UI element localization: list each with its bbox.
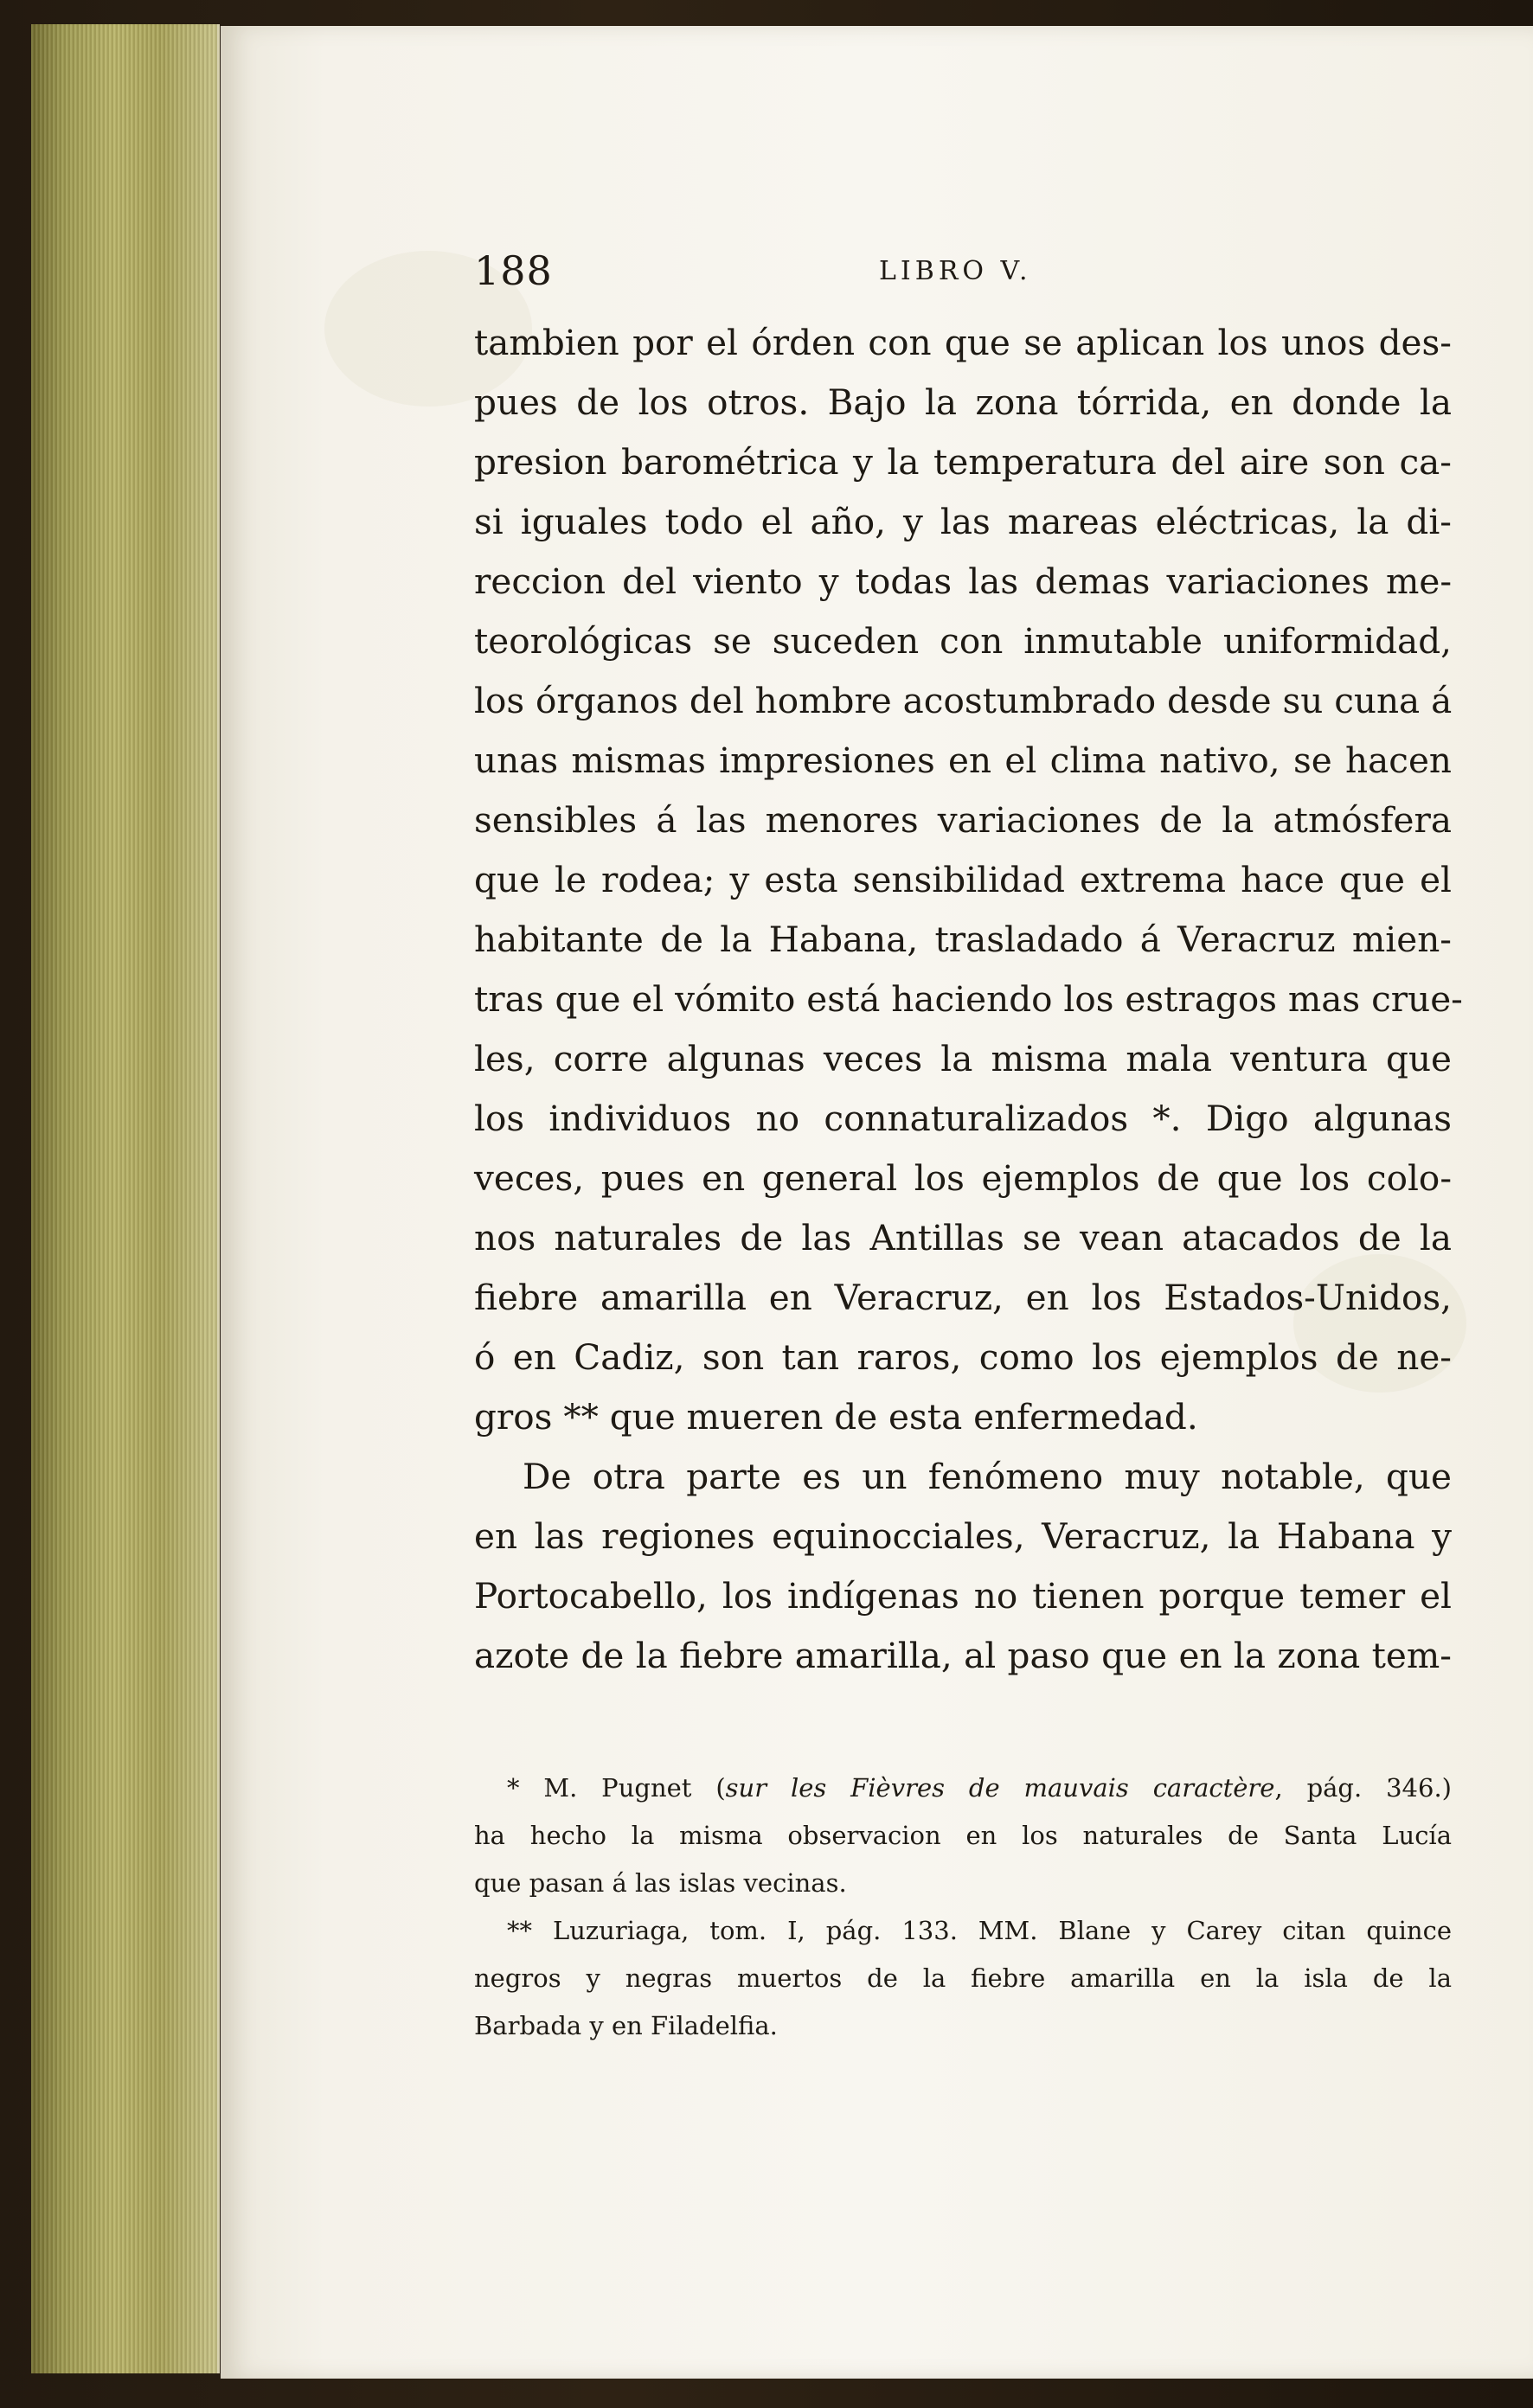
body-line: si iguales todo el año, y las mareas eléctricas, la di- bbox=[474, 501, 1452, 542]
body-line: nos naturales de las Antillas se vean atacados de la bbox=[474, 1217, 1452, 1258]
footnote-1-text: * M. Pugnet ( bbox=[507, 1773, 726, 1803]
body-line: tambien por el órden con que se aplican los unos des- bbox=[474, 322, 1452, 363]
body-text bbox=[474, 313, 1463, 1686]
footnote-1-title: sur les Fièvres de mauvais caractère bbox=[725, 1773, 1275, 1803]
footnote-2-line: ** Luzuriaga, tom. I, pág. 133. MM. Blane y Carey citan quince bbox=[507, 1916, 1452, 1945]
body-line: veces, pues en general los ejemplos de que los colo- bbox=[474, 1157, 1452, 1199]
body-line: los individuos no connaturalizados *. Digo algunas bbox=[474, 1098, 1452, 1139]
body-line: fiebre amarilla en Veracruz, en los Estados-Unidos, bbox=[474, 1277, 1452, 1318]
body-line: unas mismas impresiones en el clima nativo, se hacen bbox=[474, 740, 1452, 781]
body-line: habitante de la Habana, trasladado á Veracruz mien- bbox=[474, 919, 1452, 960]
body-line: tras que el vómito está haciendo los estragos mas crue- bbox=[474, 978, 1463, 1020]
book-page-edges bbox=[31, 24, 220, 2373]
footnote-2-line: negros y negras muertos de la fiebre amarilla en la isla de la bbox=[474, 1963, 1452, 1993]
body-line: gros ** que mueren de esta enfermedad. bbox=[474, 1396, 1198, 1438]
footnote-1-line: ha hecho la misma observacion en los naturales de Santa Lucía bbox=[474, 1821, 1452, 1850]
footnotes bbox=[474, 1764, 1452, 2050]
body-line: reccion del viento y todas las demas variaciones me- bbox=[474, 560, 1452, 602]
body-line: en las regiones equinocciales, Veracruz, la Habana y bbox=[474, 1515, 1452, 1557]
body-line: les, corre algunas veces la misma mala ventura que bbox=[474, 1038, 1452, 1079]
page-header bbox=[474, 247, 1452, 299]
body-line: azote de la fiebre amarilla, al paso que en la zona tem- bbox=[474, 1635, 1452, 1676]
footnote-2-line: Barbada y en Filadelfia. bbox=[474, 2011, 778, 2040]
footnote-1-text: , pág. 346.) bbox=[1274, 1773, 1452, 1803]
running-head: LIBRO V. bbox=[879, 256, 1032, 286]
body-line: que le rodea; y esta sensibilidad extrema hace que el bbox=[474, 859, 1452, 900]
body-line: teorológicas se suceden con inmutable uniformidad, bbox=[474, 620, 1452, 662]
body-line-paragraph-start: De otra parte es un fenómeno muy notable, que bbox=[523, 1456, 1452, 1497]
body-line: Portocabello, los indígenas no tienen porque temer el bbox=[474, 1575, 1452, 1617]
body-line: pues de los otros. Bajo la zona tórrida, en donde la bbox=[474, 381, 1452, 423]
footnote-1-line bbox=[474, 1764, 1452, 1812]
body-line: presion barométrica y la temperatura del aire son ca- bbox=[474, 441, 1452, 483]
page-number: 188 bbox=[474, 247, 553, 294]
body-line: los órganos del hombre acostumbrado desde su cuna á bbox=[474, 680, 1453, 721]
footnote-1-line: que pasan á las islas vecinas. bbox=[474, 1868, 847, 1898]
body-line: sensibles á las menores variaciones de la atmósfera bbox=[474, 799, 1452, 841]
body-line: ó en Cadiz, son tan raros, como los ejemplos de ne- bbox=[474, 1336, 1452, 1378]
